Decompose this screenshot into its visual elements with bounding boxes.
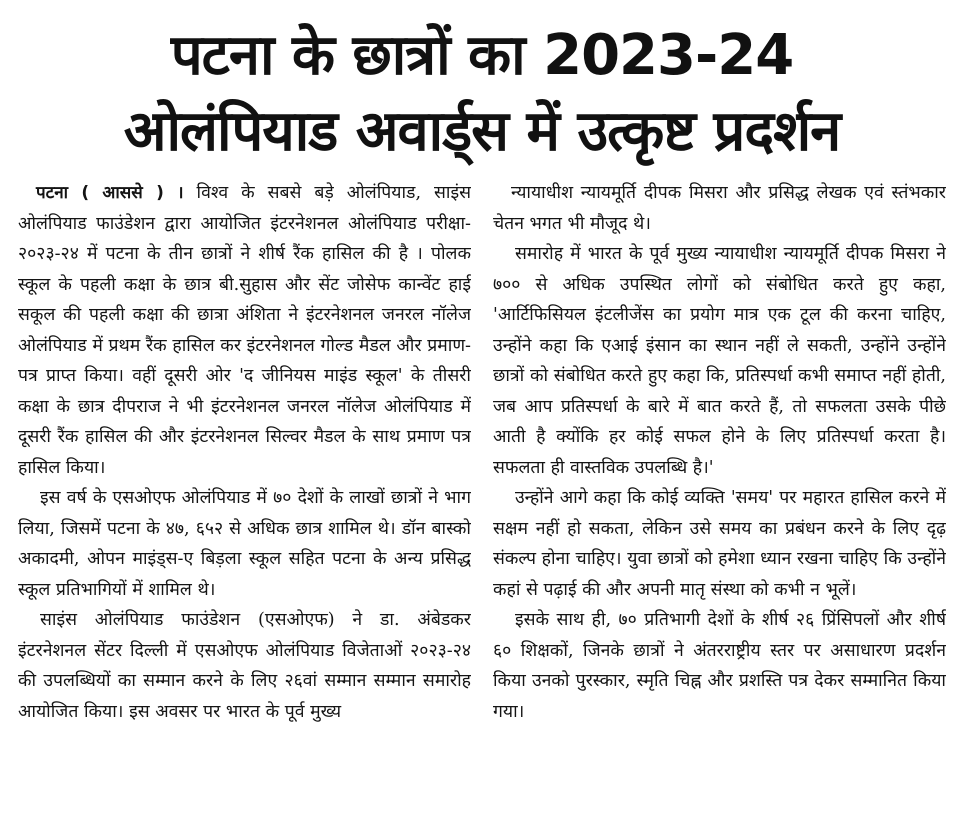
- dateline: पटना ( आससे ) ।: [36, 183, 184, 203]
- paragraph-2: इस वर्ष के एसओएफ ओलंपियाड में ७० देशों के लाखों छात्रों ने भाग लिया, जिसमें पटना के ४७, ६५२ से अधिक छात्र शामिल थे। डॉन बास्को अकादमी, ओपन माइंड्स-ए बिड़ला स्कूल सहित पटना के अन्य प्रसिद्ध स्कूल प्रतिभागियों में शामिल थे।: [18, 488, 471, 600]
- headline: [14, 0, 950, 170]
- paragraph-1: [18, 178, 471, 483]
- headline-line-1: पटना के छात्रों का 2023-24: [170, 23, 794, 88]
- article-column-1: [18, 178, 471, 830]
- paragraph-4: न्यायाधीश न्यायमूर्ति दीपक मिसरा और प्रसिद्ध लेखक एवं स्तंभकार चेतन भगत भी मौजूद थे।: [493, 183, 946, 234]
- paragraph-5: समारोह में भारत के पूर्व मुख्य न्यायाधीश न्यायमूर्ति दीपक मिसरा ने ७०० से अधिक उपस्थित लोगों को संबोधित करते हुए कहा, 'आर्टिफिसियल इंटलीजेंस का प्रयोग मात्र एक टूल की करना चाहिए, उन्होंने कहा कि एआई इंसान का स्थान नहीं ले सकती, उन्होंने उन्होंने छात्रों को संबोधित करते हुए कहा कि, प्रतिस्पर्धा कभी समाप्त नहीं होती, जब आप प्रतिस्पर्धा के बारे में बात करते हैं, तो सफलता उसके पीछे आती है क्योंकि हर कोई सफल होने के लिए प्रतिस्पर्धा करता है। सफलता ही वास्तविक उपलब्धि है।': [493, 244, 946, 478]
- paragraph-6: उन्होंने आगे कहा कि कोई व्यक्ति 'समय' पर महारत हासिल करने में सक्षम नहीं हो सकता, लेकिन उसे समय का प्रबंधन करने के लिए दृढ़ संकल्प होना चाहिए। युवा छात्रों को हमेशा ध्यान रखना चाहिए कि उन्होंने कहां से पढ़ाई की और अपनी मातृ संस्था को कभी न भूलें।: [493, 488, 946, 600]
- paragraph-3: साइंस ओलंपियाड फाउंडेशन (एसओएफ) ने डा. अंबेडकर इंटरनेशनल सेंटर दिल्ली में एसओएफ ओलंपियाड विजेताओं २०२३-२४ की उपलब्धियों का सम्मान करने के लिए २६वां सम्मान सम्मान समारोह आयोजित किया। इस अवसर पर भारत के पूर्व मुख्य: [18, 610, 471, 722]
- paragraph-1-text: विश्व के सबसे बड़े ओलंपियाड, साइंस ओलंपियाड फाउंडेशन द्वारा आयोजित इंटरनेशनल ओलंपियाड परीक्षा- २०२३-२४ में पटना के तीन छात्रों ने शीर्ष रैंक हासिल की है । पोलक स्कूल के पहली कक्षा के छात्र बी.सुहास और सेंट जोसेफ कान्वेंट हाई सकूल की पहली कक्षा की छात्रा अंशिता ने इंटरनेशनल जनरल नॉलेज ओलंपियाड में प्रथम रैंक हासिल कर इंटरनेशनल गोल्ड मैडल और प्रमाण-पत्र प्राप्त किया। वहीं दूसरी ओर 'द जीनियस माइंड स्कूल' के तीसरी कक्षा के छात्र दीपराज ने भी इंटरनेशनल जनरल नॉलेज ओलंपियाड में दूसरी रैंक हासिल की और इंटरनेशनल सिल्वर मैडल के साथ प्रमाण पत्र हासिल किया।: [18, 183, 471, 478]
- article-column-2: [493, 178, 946, 830]
- article-body: [18, 178, 946, 830]
- headline-line-2: ओलंपियाड अवार्ड्स में उत्कृष्ट प्रदर्शन: [123, 99, 841, 164]
- paragraph-7: इसके साथ ही, ७० प्रतिभागी देशों के शीर्ष २६ प्रिंसिपलों और शीर्ष ६० शिक्षकों, जिनके छात्रों ने अंतरराष्ट्रीय स्तर पर असाधारण प्रदर्शन किया उनको पुरस्कार, स्मृति चिह्न और प्रशस्ति पत्र देकर सम्मानित किया गया।: [493, 610, 946, 722]
